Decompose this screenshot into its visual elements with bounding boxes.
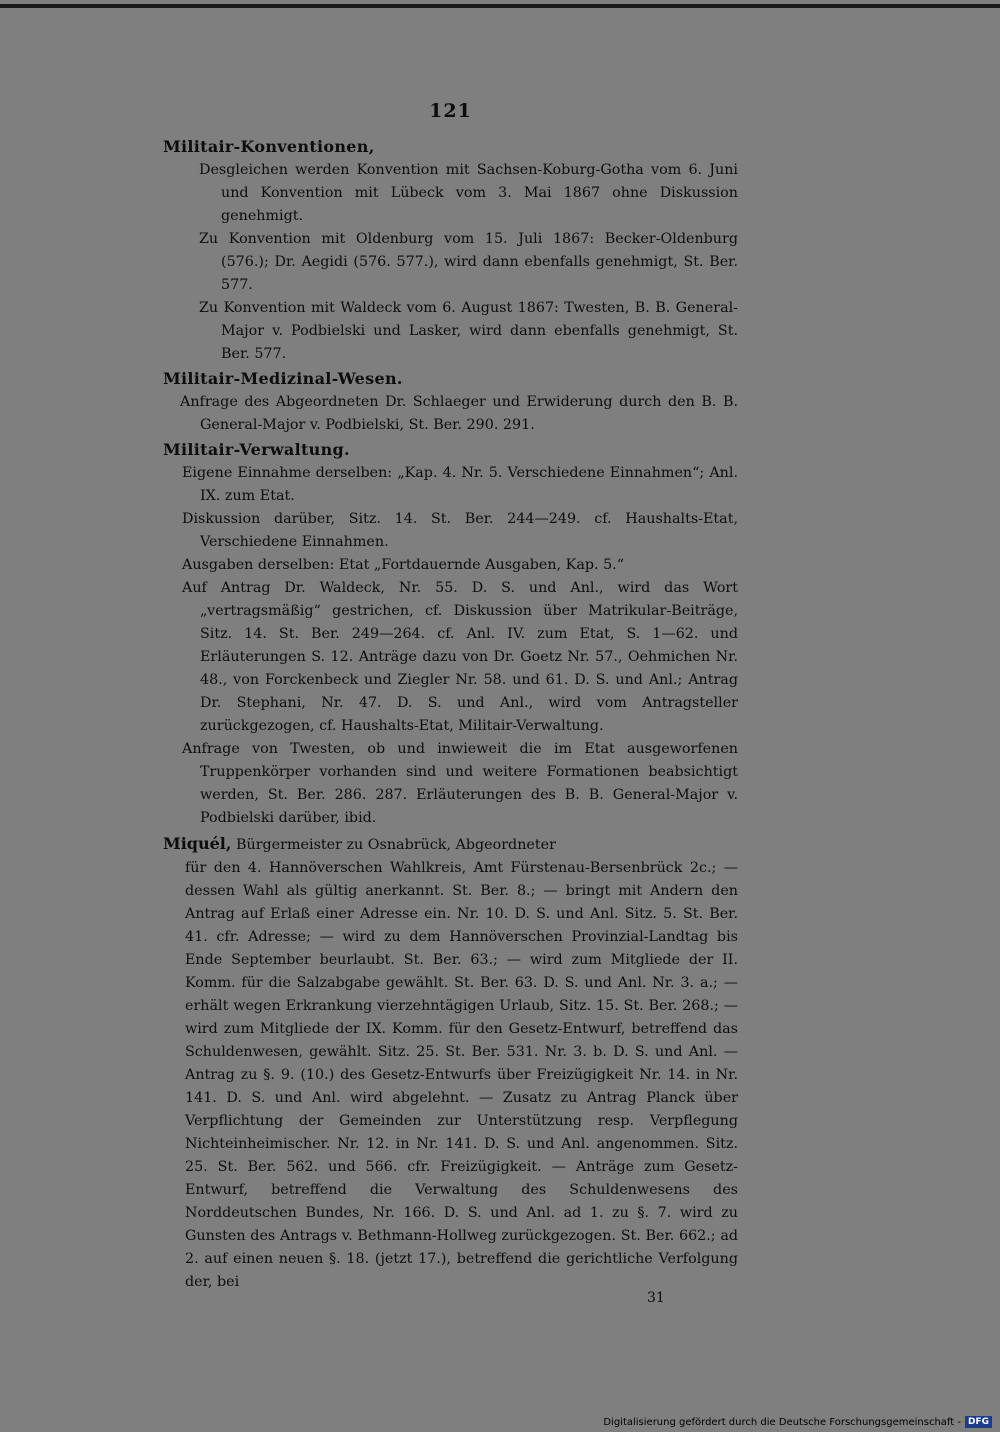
scan-edge-line [0,4,1000,8]
entry: Ausgaben derselben: Etat „Fortdauernde Ausgaben, Kap. 5.“ [182,557,625,573]
entry: Desgleichen werden Konvention mit Sachsen-Koburg-Gotha vom 6. Juni und Konvention mit Lübeck vom 3. Mai 1867 ohne Diskussion genehmigt. [199,162,738,224]
dfg-logo: DFG [965,1416,992,1428]
signature-mark: 31 [647,1290,665,1306]
section-heading: Militair-Verwaltung. [163,440,350,459]
entry: Zu Konvention mit Oldenburg vom 15. Juli 1867: Becker-Oldenburg (576.); Dr. Aegidi (576. 577.), wird dann ebenfalls genehmigt, St. Ber. 577. [199,231,738,293]
section-militair-verwaltung [163,440,738,830]
entry: Auf Antrag Dr. Waldeck, Nr. 55. D. S. und Anl., wird das Wort „vertragsmäßig“ gestrichen, cf. Diskussion über Matrikular-Beiträge, Sitz. 14. St. Ber. 249—264. cf. Anl. IV. zum Etat, S. 1—62. und Erläuterungen S. 12. Anträge dazu von Dr. Goetz Nr. 57., Oehmichen Nr. 48., von Forckenbeck und Ziegler Nr. 58. und 61. D. S. und Anl.; Antrag Dr. Stephani, Nr. 47. D. S. und Anl., wird vom Antragsteller zurückgezogen, cf. Haushalts-Etat, Militair-Verwaltung. [182,580,738,734]
section-militair-medizinal-wesen [163,369,738,437]
entry: Diskussion darüber, Sitz. 14. St. Ber. 244—249. cf. Haushalts-Etat, Verschiedene Einnahmen. [182,511,738,550]
section-heading: Militair-Konventionen, [163,137,375,156]
entry: Anfrage des Abgeordneten Dr. Schlaeger und Erwiderung durch den B. B. General-Major v. Podbielski, St. Ber. 290. 291. [180,394,738,433]
section-heading: Militair-Medizinal-Wesen. [163,369,403,388]
person-title: Bürgermeister zu Osnabrück, Abgeordneter [235,837,556,853]
footer-text: Digitalisierung gefördert durch die Deutsche Forschungsgemeinschaft - [603,1416,961,1428]
entry: Zu Konvention mit Waldeck vom 6. August 1867: Twesten, B. B. General-Major v. Podbielski und Lasker, wird dann ebenfalls genehmigt, St. Ber. 577. [199,300,738,362]
page-number: 121 [429,100,472,122]
person-entry-miquel [163,832,738,857]
entry: Anfrage von Twesten, ob und inwieweit die im Etat ausgeworfenen Truppenkörper vorhanden sind und weitere Formationen beabsichtigt werden, St. Ber. 286. 287. Erläuterungen des B. B. General-Major v. Podbielski darüber, ibid. [182,741,738,826]
person-entry-body: für den 4. Hannöverschen Wahlkreis, Amt Fürstenau-Bersenbrück 2c.; — dessen Wahl als gültig anerkannt. St. Ber. 8.; — bringt mit Andern den Antrag auf Erlaß einer Adresse ein. Nr. 10. D. S. und Anl. Sitz. 5. St. Ber. 41. cfr. Adresse; — wird zu dem Hannöverschen Provinzial-Landtag bis Ende September beurlaubt. St. Ber. 63.; — wird zum Mitgliede der II. Komm. für die Salzabgabe gewählt. St. Ber. 63. D. S. und Anl. Nr. 3. a.; — erhält wegen Erkrankung vierzehntägigen Urlaub, Sitz. 15. St. Ber. 268.; — wird zum Mitgliede der IX. Komm. für den Gesetz-Entwurf, betreffend das Schuldenwesen, gewählt. Sitz. 25. St. Ber. 531. Nr. 3. b. D. S. und Anl. — Antrag zu §. 9. (10.) des Gesetz-Entwurfs über Freizügigkeit Nr. 14. in Nr. 141. D. S. und Anl. wird abgelehnt. — Zusatz zu Antrag Planck über Verpflichtung der Gemeinden zur Unterstützung resp. Verpflegung Nichteinheimischer. Nr. 12. in Nr. 141. D. S. und Anl. angenommen. Sitz. 25. St. Ber. 562. und 566. cfr. Freizügigkeit. — Anträge zum Gesetz-Entwurf, betreffend die Verwaltung des Schuldenwesens des Norddeutschen Bundes, Nr. 166. D. S. und Anl. ad 1. zu §. 7. wird zu Gunsten des Antrags v. Bethmann-Hollweg zurückgezogen. St. Ber. 662.; ad 2. auf einen neuen §. 18. (jetzt 17.), betreffend die gerichtliche Verfolgung der, bei [185,860,738,1290]
document-page [163,100,738,1410]
person-name: Miquél, [163,834,232,853]
section-militair-konventionen [163,137,738,366]
entry: Eigene Einnahme derselben: „Kap. 4. Nr. 5. Verschiedene Einnahmen“; Anl. IX. zum Etat. [182,465,738,504]
footer [603,1416,992,1428]
